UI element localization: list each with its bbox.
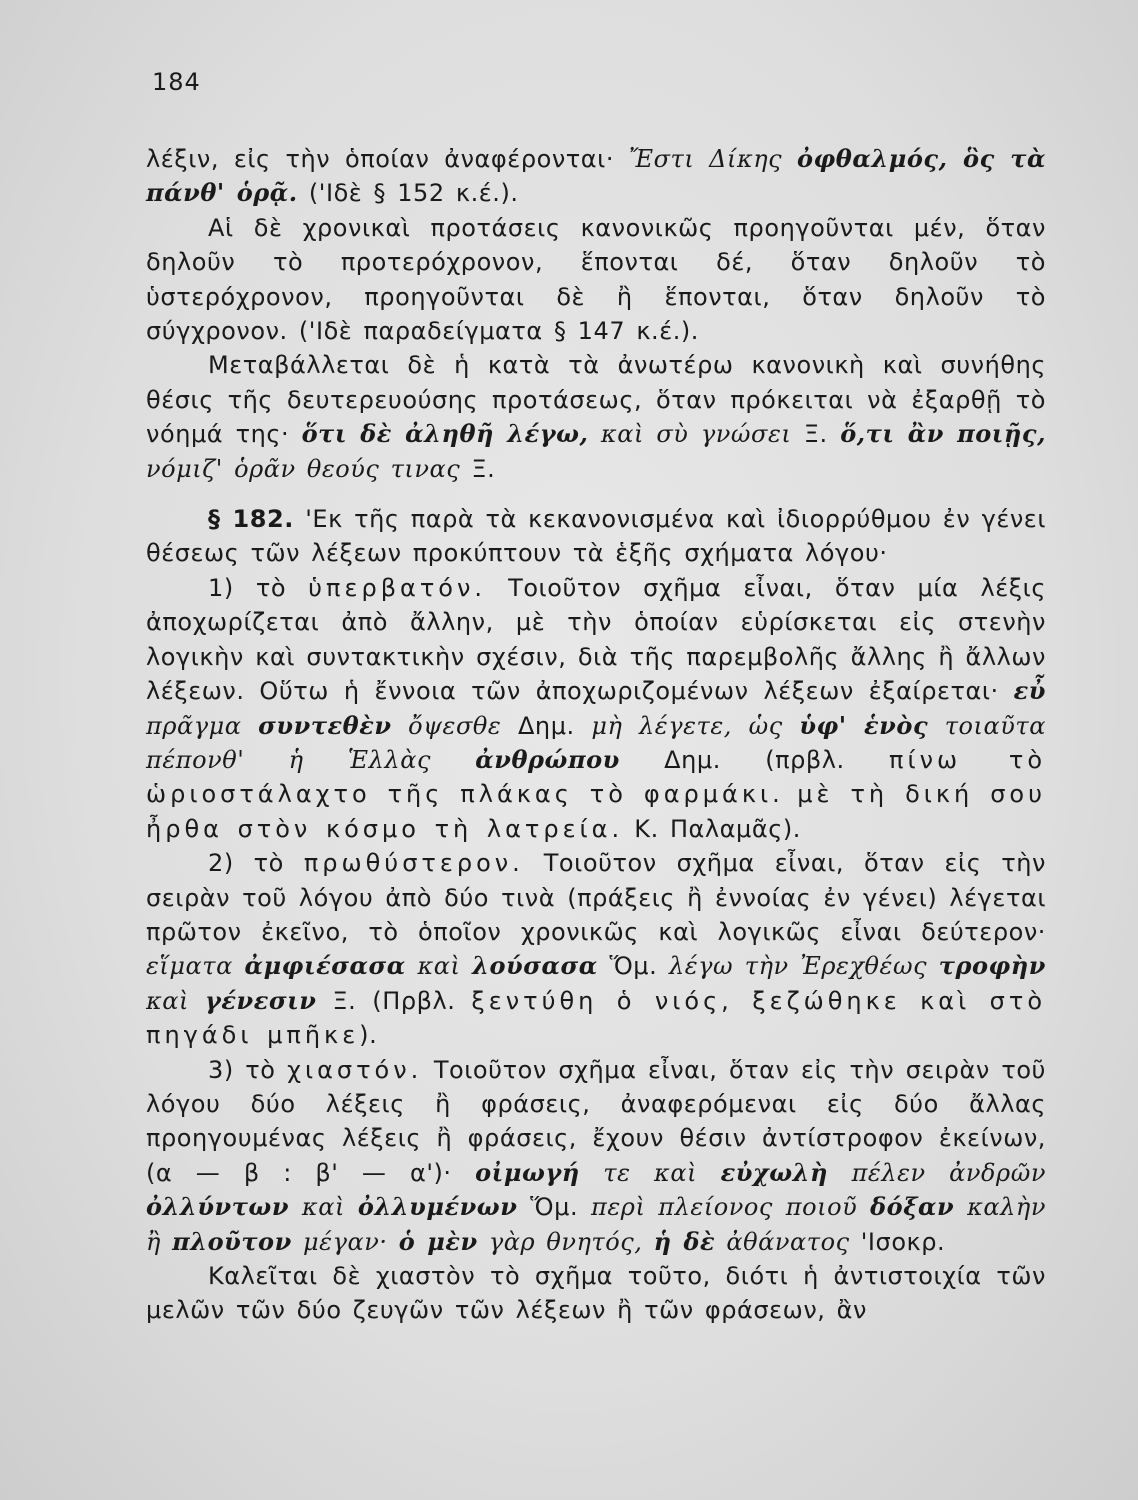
text-run: Τοιοῦτον σχῆμα εἶναι, ὅταν εἰς τὴν σειρὰν τοῦ λόγου ἀπὸ δύο τινὰ (πράξεις ἢ ἐννοίας ἐν γένει) λέγεται πρῶτον ἐκεῖνο, τὸ ὁποῖον χρονικῶς καὶ λογικῶς εἶναι δεύτερον·	[146, 849, 1046, 946]
figure-hyperbaton	[146, 571, 1046, 846]
text-run: Ξ. (Πρβλ.	[316, 986, 472, 1015]
bold-italic-emphasis: ἡ δὲ	[653, 1226, 716, 1256]
paragraph-continuation	[146, 142, 1046, 211]
italic-quote: μὴ λέγετε, ὡς	[591, 711, 800, 740]
italic-quote: πέλεν ἀνδρῶν	[828, 1158, 1046, 1187]
text-run: Αἱ δὲ χρονικαὶ προτάσεις κανονικῶς προηγοῦνται μέν, ὅταν δηλοῦν τὸ προτερόχρονον, ἕπονται δέ, ὅταν δηλοῦν τὸ ὑστερόχρονον, προηγοῦνται δὲ ἢ ἕπονται, ὅταν δηλοῦν τὸ σύγχρονον. ('Ιδὲ παραδείγματα § 147 κ.έ.).	[146, 213, 1046, 346]
spaced-term: ξεντύθη ὁ νιός, ξεζώθηκε καὶ στὸ πηγάδι μπῆκε	[146, 986, 1047, 1050]
text-run: Τοιοῦτον σχῆμα εἶναι, ὅταν μία λέξις ἀποχωρίζεται ἀπὸ ἄλλην, μὲ τὴν ὁποίαν εὑρίσκεται εἰς στενὴν λογικὴν καὶ συντακτικὴν σχέσιν, διὰ τῆς παρεμβολῆς ἄλλης ἢ ἄλλων λέξεων. Οὕτω ἡ ἔννοια τῶν ἀποχωριζομένων λέξεων ἐξαίρεται·	[146, 573, 1046, 706]
italic-quote: λέγω τὴν Ἐρεχθέως	[668, 952, 939, 981]
italic-quote: νόμιζ' ὁρᾶν θεούς τινας	[146, 454, 472, 483]
bold-italic-emphasis: ὀλλύντων	[146, 1192, 290, 1222]
bold-italic-emphasis: ὑφ' ἑνὸς	[799, 710, 929, 740]
bold-italic-emphasis: ἀνθρώπου	[475, 744, 620, 774]
bold-italic-emphasis: εὐχωλὴ	[720, 1157, 829, 1187]
text-run: 'Ισοκρ.	[860, 1227, 946, 1256]
text-run: Ξ.	[471, 454, 496, 483]
bold-italic-emphasis: συντεθὲν	[258, 710, 392, 740]
italic-quote: εἵματα	[146, 952, 245, 981]
italic-quote: τοιαῦτα πέπονθ' ἡ Ἑλλὰς	[146, 711, 1046, 774]
body-text	[146, 142, 1046, 1328]
italic-quote: καὶ σὺ γνώσει	[588, 420, 804, 449]
paragraph-temporal-clauses	[146, 211, 1046, 349]
bold-italic-emphasis: πλοῦτον	[172, 1226, 292, 1256]
italic-quote: καὶ	[405, 952, 473, 981]
text-run: Μεταβάλλεται δὲ ἡ κατὰ τὰ ἀνωτέρω κανονικὴ καὶ συνήθης θέσις τῆς δευτερευούσης προτάσεως, ὅταν πρόκειται νὰ ἐξαρθῇ τὸ νόημά της·	[146, 351, 1046, 449]
text-run: Ξ.	[803, 420, 841, 449]
italic-quote: καὶ	[289, 1193, 358, 1222]
italic-quote: καὶ	[146, 986, 205, 1015]
text-run: λέξιν, εἰς τὴν ὁποίαν ἀναφέρονται·	[146, 145, 629, 173]
bold-italic-emphasis: δόξαν	[870, 1192, 955, 1222]
spaced-term: χιαστόν.	[287, 1055, 423, 1084]
spaced-term: ὑπερβατόν.	[308, 573, 487, 602]
text-run: 1) τὸ	[208, 573, 309, 602]
figure-hysteron-proteron	[146, 846, 1046, 1052]
section-number: § 182.	[208, 505, 294, 534]
text-run: Κ. Παλαμᾶς).	[623, 814, 801, 843]
text-run: Ὅμ.	[517, 1193, 592, 1222]
spaced-term: μὲ τὴ δική σου ἦρθα στὸν κόσμο τὴ λατρεία.	[146, 780, 1046, 843]
text-run: Καλεῖται δὲ χιαστὸν τὸ σχῆμα τοῦτο, διότι ἡ ἀντιστοιχία τῶν μελῶν τῶν δύο ζευγῶν τῶν λέξεων ἢ τῶν φράσεων, ἂν	[146, 1262, 1046, 1325]
bold-italic-emphasis: ὅ,τι ἂν ποιῇς,	[840, 419, 1046, 449]
figure-chiasmus	[146, 1053, 1046, 1259]
bold-italic-emphasis: ὅτι δὲ ἀληθῆ λέγω,	[301, 419, 589, 449]
italic-quote: καλὴν ἢ	[146, 1193, 1046, 1256]
italic-quote: περὶ πλείονος ποιοῦ	[591, 1193, 871, 1222]
italic-quote: τε καὶ	[579, 1158, 721, 1187]
text-run: 2) τὸ	[208, 849, 304, 878]
section-182-heading	[146, 502, 1046, 571]
italic-quote: πρᾶγμα	[146, 711, 259, 740]
bold-italic-emphasis: γένεσιν	[204, 985, 317, 1015]
bold-italic-emphasis: ὀλλυμένων	[357, 1192, 518, 1222]
page-number: 184	[152, 68, 201, 96]
text-run: ('Ιδὲ § 152 κ.έ.).	[297, 179, 519, 208]
italic-quote: γὰρ θνητός,	[477, 1227, 654, 1256]
text-run: ).	[359, 1021, 378, 1050]
bold-italic-emphasis: ἀμφιέσασα	[244, 951, 406, 981]
italic-quote: ἀθάνατος	[715, 1227, 861, 1256]
text-run: Ὅμ.	[597, 952, 669, 981]
bold-italic-emphasis: ὁ μὲν	[398, 1226, 478, 1256]
italic-quote: μέγαν·	[291, 1227, 399, 1256]
text-run: 'Εκ τῆς παρὰ τὰ κεκανονισμένα καὶ ἰδιορρύθμου ἐν γένει θέσεως τῶν λέξεων προκύπτουν τὰ ἑξῆς σχήματα λόγου·	[146, 505, 1046, 568]
text-run	[784, 780, 798, 808]
text-run: 3) τὸ	[208, 1055, 288, 1084]
italic-quote: ὄψεσθε	[391, 711, 518, 740]
text-run: Τοιοῦτον σχῆμα εἶναι, ὅταν εἰς τὴν σειρὰν τοῦ λόγου δύο λέξεις ἢ φράσεις, ἀναφερόμεναι εἰς δύο ἄλλας προηγουμένας λέξεις ἢ φράσεις, ἔχουν θέσιν ἀντίστροφον ἐκείνων, (α — β : β' — α')·	[146, 1055, 1046, 1187]
text-run: Δημ. (πρβλ.	[619, 745, 890, 774]
bold-italic-emphasis: λούσασα	[472, 951, 598, 981]
spaced-term: πίνω τὸ ὡριοστάλαχτο τῆς πλάκας τὸ φαρμάκι.	[146, 745, 1047, 809]
bold-italic-emphasis: οἰμωγή	[475, 1157, 580, 1187]
bold-italic-emphasis: ὀφθαλμός, ὃς τὰ πάνθ' ὁρᾷ.	[146, 144, 1046, 208]
paragraph-chiasmus-explanation	[146, 1259, 1046, 1328]
bold-italic-emphasis: τροφὴν	[938, 951, 1046, 981]
text-run: Δημ.	[517, 711, 592, 740]
spaced-term: πρωθύστερον.	[303, 849, 524, 878]
bold-italic-emphasis: εὖ	[1013, 676, 1046, 706]
paragraph-clause-position	[146, 348, 1046, 486]
italic-quote: Ἔστι Δίκης	[628, 145, 797, 173]
